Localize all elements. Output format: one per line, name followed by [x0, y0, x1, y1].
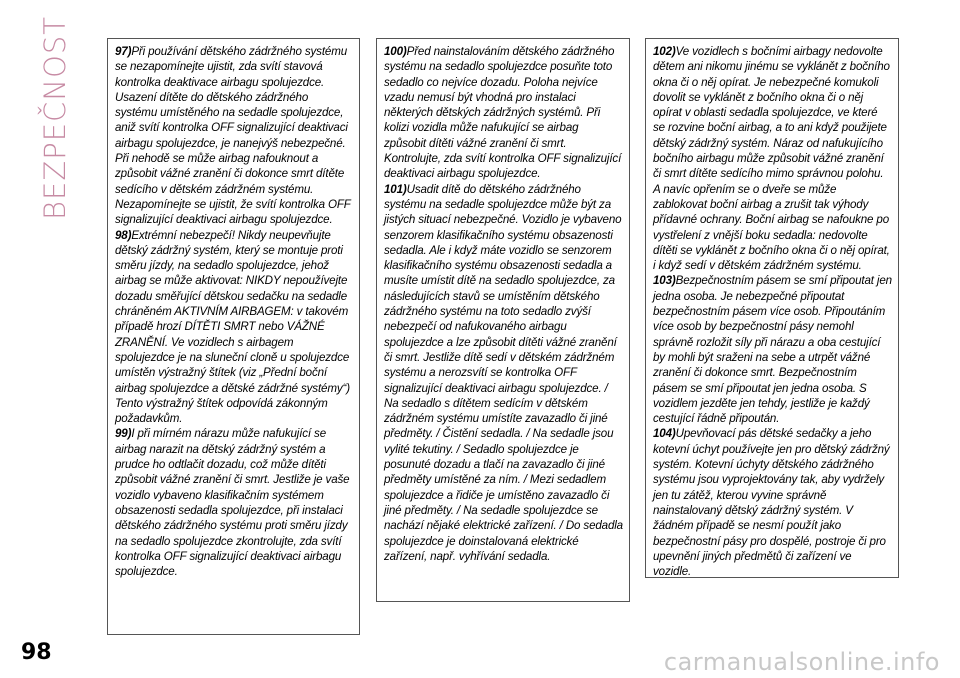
note-text: Bezpečnostním pásem se smí připoutat jen jedna osoba. Je nebezpečné připoutat bezpečnostním pásem více osob. Připoutáním více osob by bezpečnostní pásy nemohl správně rozložit síly při nárazu a oba cestující by mohli být sraženi na sebe a utrpět vážné zranění či dokonce smrt. Bezpečnostním pásem se smí připoutat jen jedna osoba. S vozidlem jezděte jen tehdy, jestliže je každý cestující řádně připoután. [653, 274, 892, 426]
note-99 [115, 426, 353, 579]
section-title-text: BEZPEČNOST [38, 16, 72, 220]
note-102 [653, 44, 892, 273]
note-number: 101) [384, 182, 407, 196]
note-101 [384, 182, 623, 564]
note-text: Upevňovací pás dětské sedačky a jeho kotevní úchyt používejte jen pro dětský zádržný systém. Kotevní úchyty dětského zádržného systému jsou vyprojektovány tak, aby vydržely jen tu zátěž, kterou vyvine správně nainstalovaný dětský zádržný systém. V žádném případě se nesmí použít jako bezpečnostní pásy pro dospělé, postroje či pro upevnění jiných předmětů či zařízení ve vozidle. [653, 427, 890, 578]
watermark: carmanualsonline.info [663, 648, 940, 676]
note-103 [653, 273, 892, 426]
note-text: Ve vozidlech s bočními airbagy nedovolte dětem ani nikomu jinému se vyklánět z bočního okna či o něj opírat. Je nebezpečné komukoli dovolit se vyklánět z bočního okna či o něj opírat v oblasti sedadla spolujezdce, ve které se rozvine boční airbag, a to ani když použijete dětský zádržný systém. Náraz od nafukujícího bočního airbagu může způsobit vážné zranění či smrt dítěte sedícího mimo správnou polohu. A navíc opřením se o dveře se může zablokovat boční airbag a zrušit tak výhody přídavné ochrany. Boční airbag se nafoukne po vystřelení z vnější boku sedadla: nedovolte dítěti se vyklánět z bočního okna či o něj opírat, i když sedí v dětském zádržném systému. [653, 45, 890, 273]
note-text: Před nainstalováním dětského zádržného systému na sedadlo spolujezdce posuňte toto sedadlo co nejvíce dozadu. Poloha nejvíce vzadu nemusí být vhodná pro instalaci některých dětských zádržných systémů. Při kolizi vozidla může nafukující se airbag způsobit dítěti vážné zranění či smrt. Kontrolujte, zda svítí kontrolka OFF signalizující deaktivaci airbagu spolujezdce. [384, 45, 622, 181]
note-text: I při mírném nárazu může nafukující se airbag narazit na dětský zádržný systém a prudce ho odtlačit dozadu, což může dítěti způsobit vážné zranění či smrt. Jestliže je vaše vozidlo vybaveno klasifikačním systémem obsazenosti sedadla spolujezdce, při instalaci dětského zádržného systému proti směru jízdy na sedadlo spolujezdce zkontrolujte, zda svítí kontrolka OFF signalizující deaktivaci airbagu spolujezdce. [115, 427, 350, 579]
note-98 [115, 228, 353, 427]
notes-column-2 [376, 38, 630, 602]
note-text: Při používání dětského zádržného systému se nezapomínejte ujistit, zda svítí stavová kontrolka deaktivace airbagu spolujezdce. Usazení dítěte do dětského zádržného systému umístěného na sedadle spolujezdce, aniž svítí kontrolka OFF signalizující deaktivaci airbagu spolujezdce, je nanejvýš nebezpečné. Při nehodě se může airbag nafouknout a způsobit vážné zranění či dokonce smrt dítěte sedícího v dětském zádržném systému. Nezapomínejte se ujistit, že svítí kontrolka OFF signalizující deaktivaci airbagu spolujezdce. [115, 45, 351, 227]
note-97 [115, 44, 353, 228]
note-100 [384, 44, 623, 182]
note-104 [653, 426, 892, 578]
note-number: 98) [115, 228, 132, 242]
note-number: 100) [384, 45, 407, 58]
notes-column-1 [107, 38, 360, 635]
note-number: 97) [115, 45, 132, 58]
note-number: 103) [653, 274, 676, 288]
page-number: 98 [21, 640, 52, 665]
notes-column-3 [645, 38, 899, 578]
note-text: Usadit dítě do dětského zádržného systému na sedadle spolujezdce může být za jistých situací nebezpečné. Vozidlo je vybaveno senzorem klasifikačního systému obsazenosti sedadla. Ale i když máte vozidlo se senzorem klasifikačního systému obsazenosti sedadla a musíte umístit dítě na sedadlo spolujezdce, za následujících stavů se umístěním dětského zádržného systému na toto sedadlo zvýší nebezpečí od nafukovaného airbagu spolujezdce a lze způsobit dítěti vážné zranění či smrt. Jestliže dítě sedí v dětském zádržném systému a nerozsvítí se kontrolka OFF signalizující deaktivaci airbagu spolujezdce. / Na sedadlo s dítětem sedícím v dětském zádržném systému umístíte zavazadlo či jiné předměty. / Čistění sedadla. / Na sedadle jsou vylité tekutiny. / Sedadlo spolujezdce je posunuté dozadu a tlačí na zavazadlo či jiné předměty umístěné za ním. / Mezi sedadlem spolujezdce a řidiče je umístěno zavazadlo či jiné předměty. / Na sedadle spolujezdce se nachází nějaké elektrické zařízení. / Do sedadla spolujezdce je doinstalovaná elektrické zařízení, např. vyhřívání sedadla. [384, 182, 623, 563]
note-number: 99) [115, 427, 132, 441]
note-number: 104) [653, 427, 676, 441]
section-title [31, 16, 79, 220]
note-number: 102) [653, 45, 676, 58]
note-text: Extrémní nebezpečí! Nikdy neupevňujte dětský zádržný systém, který se montuje proti směru jízdy, na sedadlo spolujezdce, jehož airbag se může aktivovat: NIKDY nepoužívejte dozadu směřující dětskou sedačku na sedadle chráněném AKTIVNÍM AIRBAGEM: v takovém případě hrozí DÍTĚTI SMRT nebo VÁŽNÉ ZRANĚNÍ. Ve vozidlech s airbagem spolujezdce je na sluneční cloně u spolujezdce umístěn výstražný štítek (viz „Přední boční airbag spolujezdce a dětské zádržné systémy“) Tento výstražný štítek odpovídá zákonným požadavkům. [115, 228, 350, 426]
